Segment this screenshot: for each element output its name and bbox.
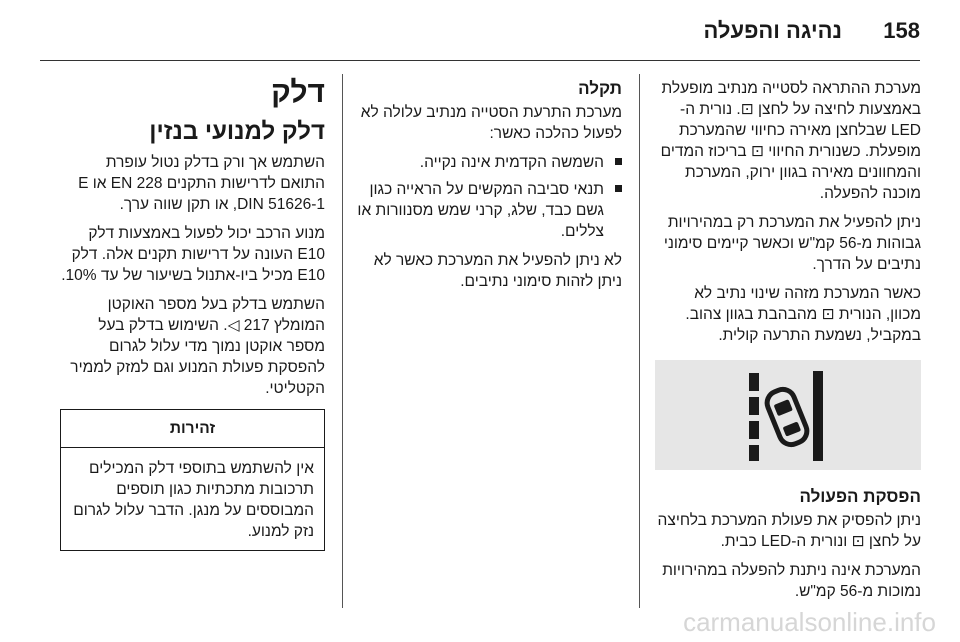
bullet-square-icon <box>615 185 622 192</box>
column-divider-left <box>342 74 343 608</box>
watermark: carmanualsonline.info <box>683 607 936 637</box>
list-item-text: תנאי סביבה המקשים על הראייה כגון גשם כבד, שלג, קרני שמש מסנוורות או צללים. <box>357 181 604 240</box>
paragraph: השתמש אך ורק בדלק נטול עופרת התואם לדרישות התקנים EN 228 או E DIN 51626-1, או תקן שווה ערך. <box>78 154 325 213</box>
paragraph: מערכת ההתראה לסטייה מנתיב מופעלת באמצעות לחיצה על לחצן ⊡. נורית ה-LED שבלחצן מאירה כחיווי שהמערכת מופעלת. כשנורית החיווי ⊡ בריכוז המדים והמחוונים מאירה בגוון ירוק, המערכת מוכנה להפעלה. <box>660 80 921 202</box>
list-item <box>356 152 622 173</box>
paragraph: השתמש בדלק בעל מספר האוקטן המומלץ ‏217 ◁. השימוש בדלק בעל מספר אוקטן נמוך מדי עלול לגרום להפסקת פעולת המנוע וגם למזק לממיר הקטליטי. <box>70 296 325 397</box>
bullet-square-icon <box>615 158 622 165</box>
middle-column <box>356 78 622 300</box>
subsection-heading-petrol: דלק למנועי בנזין <box>149 118 325 145</box>
lane-departure-illustration <box>655 360 921 470</box>
page-header <box>40 18 920 48</box>
lane-departure-icon <box>743 367 833 463</box>
header-rule <box>40 60 920 61</box>
page-number: 158 <box>883 18 920 43</box>
column-divider-right <box>639 74 640 608</box>
section-heading-deactivation: הפסקת הפעולה <box>799 487 921 506</box>
paragraph: כאשר המערכת מזהה שינוי נתיב לא מכוון, הנורית ⊡ מהבהבת בגוון צהוב. במקביל, נשמעת התרעה קולית. <box>685 285 921 344</box>
left-column <box>655 78 921 610</box>
paragraph: המערכת אינה ניתנת להפעלה במהירויות נמוכות מ-56 קמ"ש. <box>662 562 921 600</box>
right-column <box>60 74 325 551</box>
warning-box <box>60 409 325 551</box>
paragraph: ניתן להפסיק את פעולת המערכת בלחיצה על לחצן ⊡ ונורית ה-LED כבית. <box>657 512 921 550</box>
warning-text: אין להשתמש בתוספי דלק המכילים תרכובות מתכתיות כגון תוספים המבוססים על מנגן. הדבר עלול לגרום נזק למנוע. <box>73 460 314 540</box>
list-item-text: השמשה הקדמית אינה נקייה. <box>419 154 604 171</box>
warning-title: זהירות <box>61 410 324 448</box>
bullet-list <box>356 152 622 242</box>
paragraph: ניתן להפעיל את המערכת רק במהירויות גבוהות מ-56 קמ"ש וכאשר קיימים סימוני נתיבים על הדרך. <box>663 214 921 273</box>
paragraph: מערכת התרעת הסטייה מנתיב עלולה לא לפעול כהלכה כאשר: <box>360 104 622 142</box>
running-title: נהיגה והפעלה <box>703 18 842 43</box>
paragraph: לא ניתן להפעיל את המערכת כאשר לא ניתן לזהות סימוני נתיבים. <box>373 252 622 290</box>
list-item <box>356 179 622 242</box>
paragraph: מנוע הרכב יכול לפעול באמצעות דלק E10 העונה על דרישות תקנים אלה. דלק E10 מכיל ביו-אתנול בשיעור של עד 10%. <box>61 225 325 284</box>
section-heading-fault: תקלה <box>578 79 622 98</box>
section-heading-fuel: דלק <box>271 76 325 109</box>
